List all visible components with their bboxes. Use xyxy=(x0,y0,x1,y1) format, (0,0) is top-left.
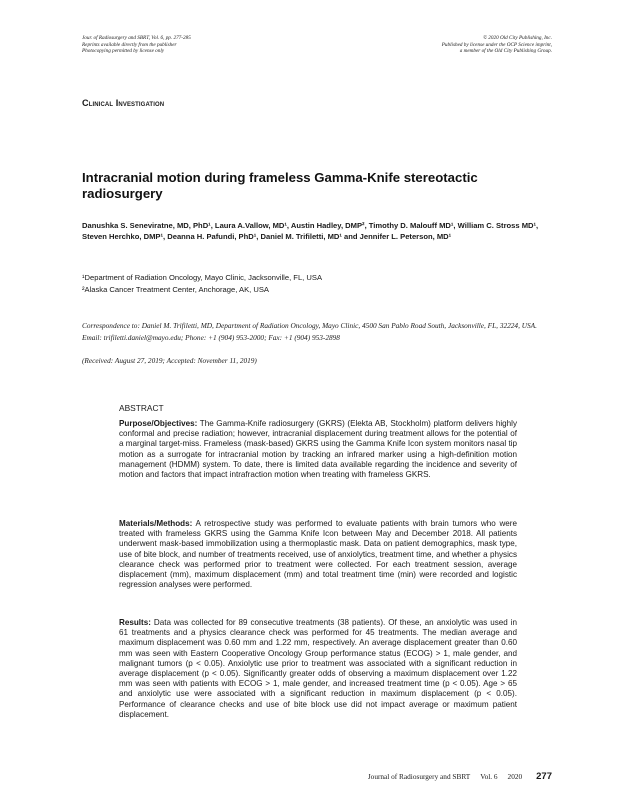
affiliation: ²Alaska Cancer Treatment Center, Anchorage, AK, USA xyxy=(82,284,269,294)
footer-year: 2020 xyxy=(507,772,523,781)
running-header-right xyxy=(442,35,552,55)
page-footer xyxy=(368,771,552,782)
running-header-left xyxy=(82,35,191,55)
footer-volume: Vol. 6 xyxy=(480,772,498,781)
header-left-line: Photocopying permitted by license only xyxy=(82,48,165,55)
header-right-line: © 2020 Old City Publishing, Inc. xyxy=(483,35,552,41)
abstract-paragraph-results xyxy=(119,618,517,720)
paragraph-text: A retrospective study was performed to evaluate patients with brain tumors who were treated with frameless GKRS using the Gamma Knife Icon between May and December 2018. All patients underwent mask-based immobilization using a thermoplastic mask. Data on patient demographics, mask type, use of bite block, and number of treatments received, use of anxiolytics, treatment time, and whether a physics clearance check was performed prior to treatment were collected. For each treatment session, average displacement (mm), maximum displacement (mm) and total treatment time (min) were recorded and logistic regression analyses were performed. xyxy=(119,519,517,590)
paragraph-label: Purpose/Objectives: xyxy=(119,419,198,428)
paragraph-label: Results: xyxy=(119,618,151,627)
paragraph-label: Materials/Methods: xyxy=(119,519,193,528)
page-number: 277 xyxy=(536,771,552,782)
header-right-line: Published by license under the OCP Science imprint, xyxy=(441,41,552,48)
header-left-line: Jour. of Radiosurgery and SBRT, Vol. 6, pp. 277-285 xyxy=(82,35,191,41)
abstract-paragraph-purpose xyxy=(119,419,517,480)
footer-journal: Journal of Radiosurgery and SBRT xyxy=(367,772,471,781)
header-right-line: a member of the Old City Publishing Group. xyxy=(459,48,552,55)
author-list: Danushka S. Seneviratne, MD, PhD¹, Laura A.Vallow, MD¹, Austin Hadley, DMP², Timothy D. Malouff MD¹, William C. Stross MD¹, Steven Herchko, DMP¹, Deanna H. Pafundi, PhD¹, Daniel M. Trifiletti, MD¹ and Jennifer L. Peterson, MD¹ xyxy=(82,221,539,242)
correspondence: Correspondence to: Daniel M. Trifiletti, MD, Department of Radiation Oncology, Mayo Clinic, 4500 San Pablo Road South, Jacksonville, FL, 32224, USA. Email: trifiletti.daniel@mayo.edu; Phone: +1 (904) 953-2000; Fax: +1 (904) 953-2898 xyxy=(82,321,537,342)
received-dates: (Received: August 27, 2019; Accepted: November 11, 2019) xyxy=(82,356,257,365)
paragraph-text: The Gamma-Knife radiosurgery (GKRS) (Elekta AB, Stockholm) platform delivers highly conformal and precise radiation; however, intracranial displacement during treatment allows for the potential of a marginal target-miss. Frameless (mask-based) GKRS using the Gamma Knife Icon system monitors nasal tip motion as a surrogate for intracranial motion by tracking an infrared marker using a high-definition motion management (HDMM) system. To date, there is limited data available regarding the incidence and severity of motion and factors that impact intrafraction motion when treating with frameless GKRS. xyxy=(119,419,517,480)
paragraph-text: Data was collected for 89 consecutive treatments (38 patients). Of these, an anxiolytic was used in 61 treatments and a physics clearance check was performed for 45 treatments. The median average and maximum displacement was 0.60 mm and 1.22 mm, respectively. An average displacement greater than 0.60 mm was seen with Eastern Cooperative Oncology Group performance status (ECOG) > 1, male gender, and malignant tumors (p < 0.05). Anxiolytic use prior to treatment was associated with a significant reduction in average displacement (p < 0.05). Significantly greater odds of observing a maximum displacement over 1.22 mm was seen with patients with ECOG > 1, male gender, and increased treatment time (p < 0.05). Age > 65 and anxiolytic use were associated with a significant reduction in maximum displacement (p < 0.05). Performance of clearance checks and use of bite block use did not impact average or maximum patient displacement. xyxy=(119,618,517,719)
affiliations xyxy=(82,272,322,295)
section-label: Clinical Investigation xyxy=(82,98,165,108)
abstract-paragraph-methods xyxy=(119,519,517,590)
affiliation: ¹Department of Radiation Oncology, Mayo Clinic, Jacksonville, FL, USA xyxy=(82,273,323,282)
abstract-heading: ABSTRACT xyxy=(119,403,164,413)
article-title: Intracranial motion during frameless Gamma-Knife stereotactic radiosurgery xyxy=(82,170,478,201)
header-left-line: Reprints available directly from the publisher xyxy=(82,41,177,48)
